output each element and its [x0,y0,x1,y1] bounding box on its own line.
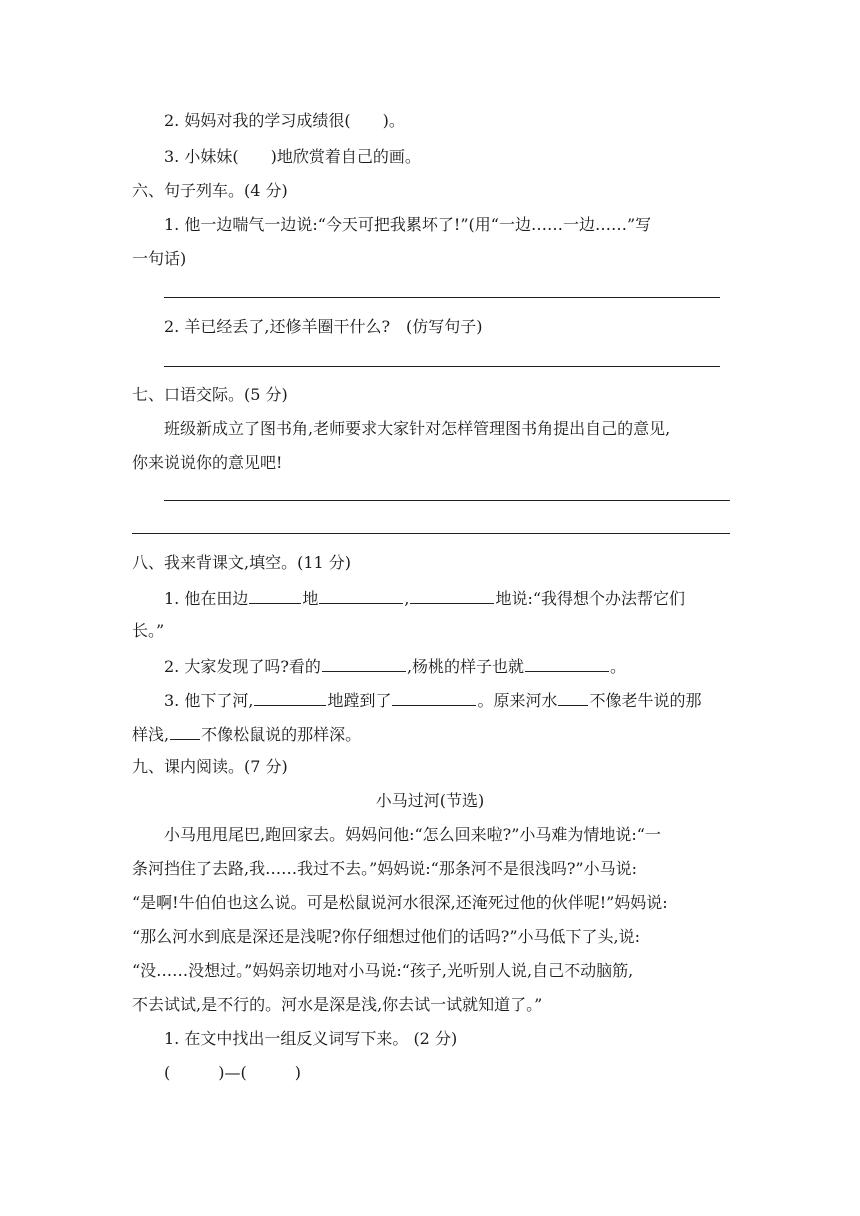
section8-question-3 [164,688,702,712]
section5-question-3: 3. 小妹妹( )地欣赏着自己的画。 [164,147,421,166]
section9-question-1-answer[interactable]: ( )—( ) [164,1063,301,1082]
fill-blank[interactable] [254,688,326,706]
q3-line2-text-a: 样浅, [132,725,170,744]
section8-question-1-line2: 长。” [132,621,165,640]
fill-blank[interactable] [322,654,406,672]
section6-question-1-line2: 一句话) [132,249,187,268]
section7-title: 七、口语交际。(5 分) [132,385,288,404]
fill-blank[interactable] [558,688,588,706]
section7-prompt-line1: 班级新成立了图书角,老师要求大家针对怎样管理图书角提出自己的意见, [164,419,671,438]
fill-blank[interactable] [392,688,476,706]
section6-title: 六、句子列车。(4 分) [132,181,288,200]
q3-text-b: 地蹚到了 [327,691,392,710]
q3-text-a: 3. 他下了河, [164,691,254,710]
q1-text-a: 1. 他在田边 [164,589,249,608]
passage-line: 小马甩甩尾巴,跑回家去。妈妈问他:“怎么回来啦?”小马难为情地说:“一 [164,825,661,844]
answer-line[interactable] [164,297,720,298]
q3-text-d: 不像老牛说的那 [589,691,702,710]
section9-question-1: 1. 在文中找出一组反义词写下来。 (2 分) [164,1029,458,1048]
answer-line[interactable] [164,500,730,501]
passage-title: 小马过河(节选) [375,791,485,810]
answer-line[interactable] [164,366,720,367]
section8-question-1 [164,586,685,610]
q1-text-b: 地 [302,589,319,608]
section7-prompt-line2: 你来说说你的意见吧! [132,453,283,472]
fill-blank[interactable] [170,722,200,740]
fill-blank[interactable] [525,654,609,672]
section9-title: 九、课内阅读。(7 分) [132,757,288,776]
passage-line: “没……没想过。”妈妈亲切地对小马说:“孩子,光听别人说,自己不动脑筋, [132,961,634,980]
section6-question-1-line1: 1. 他一边喘气一边说:“今天可把我累坏了!”(用“一边……一边……”写 [164,215,652,234]
passage-line: 不去试试,是不行的。河水是深是浅,你去试一试就知道了。” [132,995,543,1014]
q2-text-a: 2. 大家发现了吗?看的 [164,657,321,676]
section8-question-3-line2 [132,722,361,746]
section8-question-2 [164,654,626,678]
fill-blank[interactable] [249,586,301,604]
q2-text-c: 。 [610,657,627,676]
section5-question-2: 2. 妈妈对我的学习成绩很( )。 [164,111,405,130]
passage-line: “那么河水到底是深还是浅呢?你仔细想过他们的话吗?”小马低下了头,说: [132,927,640,946]
q2-text-b: ,杨桃的样子也就 [406,657,525,676]
fill-blank[interactable] [410,586,494,604]
answer-line[interactable] [132,533,730,534]
section8-title: 八、我来背课文,填空。(11 分) [132,553,352,572]
q3-text-c: 。原来河水 [477,691,558,710]
fill-blank[interactable] [319,586,403,604]
passage-line: “是啊!牛伯伯也这么说。可是松鼠说河水很深,还淹死过他的伙伴呢!”妈妈说: [132,893,668,912]
section6-question-2: 2. 羊已经丢了,还修羊圈干什么? (仿写句子) [164,317,483,336]
q1-text-c: , [404,589,410,608]
q3-line2-text-b: 不像松鼠说的那样深。 [201,725,362,744]
passage-line: 条河挡住了去路,我……我过不去。”妈妈说:“那条河不是很浅吗?”小马说: [132,859,637,878]
q1-text-d: 地说:“我得想个办法帮它们 [495,589,686,608]
